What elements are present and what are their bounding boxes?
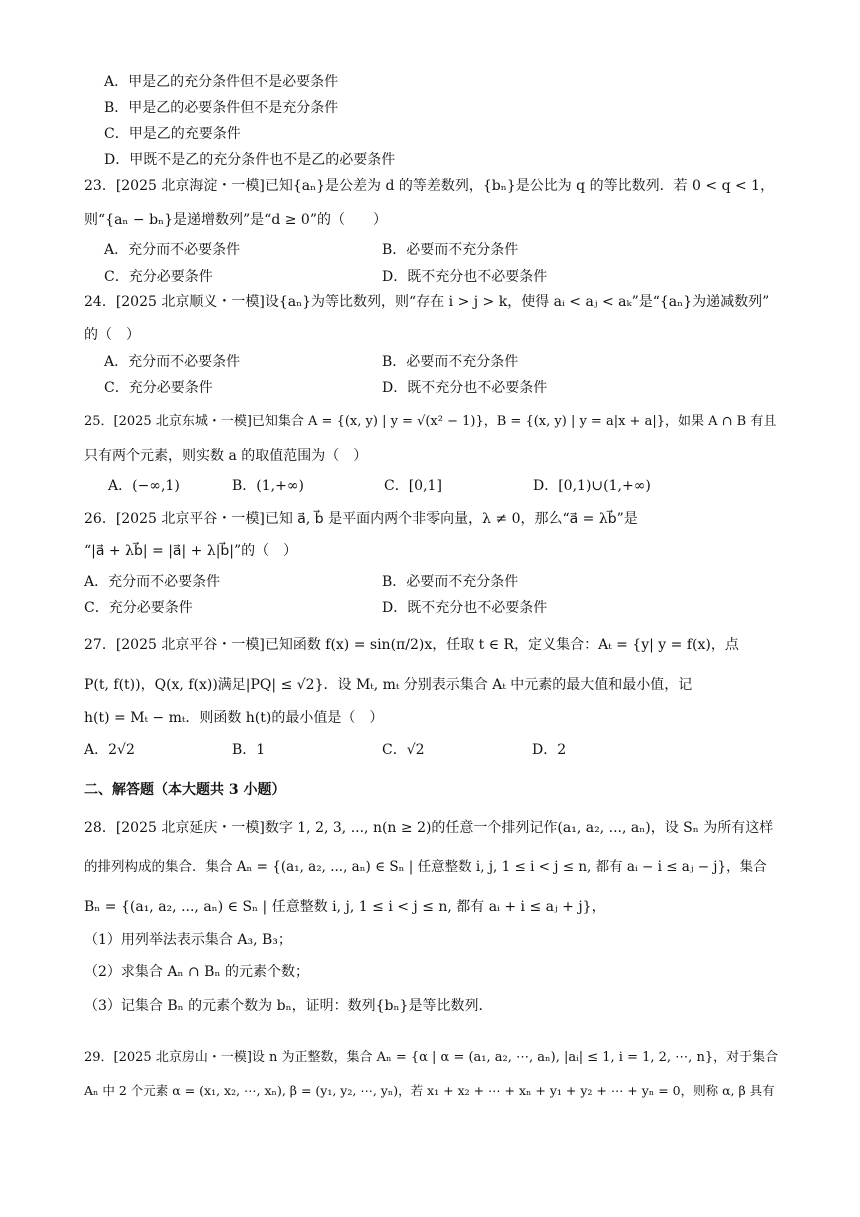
q25-option-c: C．[0,1] xyxy=(384,478,442,494)
q27-option-b: B．1 xyxy=(232,742,266,758)
q27-option-c: C．√2 xyxy=(382,742,425,758)
q24-stem-line1: 24．[2025 北京顺义・一模]设{aₙ}为等比数列，则“存在 i > j > k，使得 aᵢ < aⱼ < aₖ”是“{aₙ}为递减数列” xyxy=(84,294,770,310)
q27-option-a: A．2√2 xyxy=(84,742,135,758)
q25-stem-line2: 只有两个元素，则实数 a 的取值范围为（ ） xyxy=(84,448,368,464)
q28-line2: 的排列构成的集合．集合 Aₙ = {(a₁, a₂, ..., aₙ) ∈ Sₙ | 任意整数 i, j, 1 ≤ i < j ≤ n, 都有 aᵢ − i ≤ aⱼ − j}，集合 xyxy=(84,859,767,875)
q25-option-d: D．[0,1)∪(1,+∞) xyxy=(533,478,651,494)
q28-line4: （1）用列举法表示集合 A₃, B₃； xyxy=(84,932,292,948)
q26-stem-line2: “|a⃗ + λb⃗| = |a⃗| + λ|b⃗|”的（ ） xyxy=(84,543,298,559)
q25-option-b: B．(1,+∞) xyxy=(232,478,304,494)
q23-option-c: C．充分必要条件 xyxy=(104,269,213,285)
q26-option-a: A．充分而不必要条件 xyxy=(84,574,221,590)
q24-option-d: D．既不充分也不必要条件 xyxy=(382,380,548,396)
q22-option-b: B．甲是乙的必要条件但不是充分条件 xyxy=(104,100,339,116)
q27-stem-line2: P(t, f(t))，Q(x, f(x))满足|PQ| ≤ √2}．设 Mₜ, mₜ 分别表示集合 Aₜ 中元素的最大值和最小值，记 xyxy=(84,677,693,693)
q25-stem-line1: 25．[2025 北京东城・一模]已知集合 A = {(x, y) | y = √(x² − 1)}，B = {(x, y) | y = a|x + a|}，如果 A ∩ B 有且 xyxy=(84,414,777,429)
q28-line6: （3）记集合 Bₙ 的元素个数为 bₙ，证明：数列{bₙ}是等比数列． xyxy=(84,998,493,1014)
q23-option-d: D．既不充分也不必要条件 xyxy=(382,269,548,285)
q26-stem-line1: 26．[2025 北京平谷・一模]已知 a⃗, b⃗ 是平面内两个非零向量，λ ≠ 0，那么“a⃗ = λb⃗”是 xyxy=(84,511,638,527)
q29-line2: Aₙ 中 2 个元素 α = (x₁, x₂, ⋯, xₙ), β = (y₁, y₂, ⋯, yₙ)，若 x₁ + x₂ + ⋯ + xₙ + y₁ + y₂ + ⋯ + yₙ = 0，则称 α, β 具有 xyxy=(84,1083,775,1098)
q28-line1: 28．[2025 北京延庆・一模]数字 1, 2, 3, ..., n(n ≥ 2)的任意一个排列记作(a₁, a₂, ..., aₙ)，设 Sₙ 为所有这样 xyxy=(84,820,774,836)
q27-stem-line3: h(t) = Mₜ − mₜ．则函数 h(t)的最小值是（ ） xyxy=(84,710,384,726)
q23-stem-line1: 23．[2025 北京海淀・一模]已知{aₙ}是公差为 d 的等差数列，{bₙ}是公比为 q 的等比数列．若 0 < q < 1， xyxy=(84,178,775,194)
q24-option-c: C．充分必要条件 xyxy=(104,380,213,396)
q23-option-a: A．充分而不必要条件 xyxy=(104,242,241,258)
q23-stem-line2: 则“{aₙ − bₙ}是递增数列”是“d ≥ 0”的（ ） xyxy=(84,212,387,228)
q24-stem-line2: 的（ ） xyxy=(84,327,140,343)
q22-option-a: A．甲是乙的充分条件但不是必要条件 xyxy=(104,74,339,90)
q28-line3: Bₙ = {(a₁, a₂, ..., aₙ) ∈ Sₙ | 任意整数 i, j, 1 ≤ i < j ≤ n, 都有 aᵢ + i ≤ aⱼ + j}， xyxy=(84,899,606,915)
q27-option-d: D．2 xyxy=(532,742,567,758)
q23-option-b: B．必要而不充分条件 xyxy=(382,242,519,258)
section-heading: 二、解答题（本大题共 3 小题） xyxy=(84,782,286,798)
q24-option-b: B．必要而不充分条件 xyxy=(382,354,519,370)
q27-stem-line1: 27．[2025 北京平谷・一模]已知函数 f(x) = sin(π/2)x，任取 t ∈ R，定义集合：Aₜ = {y| y = f(x)，点 xyxy=(84,637,739,653)
q26-option-d: D．既不充分也不必要条件 xyxy=(382,600,548,616)
q25-option-a: A．(−∞,1) xyxy=(108,478,180,494)
q26-option-c: C．充分必要条件 xyxy=(84,600,193,616)
q22-option-d: D．甲既不是乙的充分条件也不是乙的必要条件 xyxy=(104,152,396,168)
q29-line1: 29．[2025 北京房山・一模]设 n 为正整数，集合 Aₙ = {α | α = (a₁, a₂, ⋯, aₙ), |aᵢ| ≤ 1, i = 1, 2, ⋯, n}，对于集合 xyxy=(84,1050,779,1065)
q28-line5: （2）求集合 Aₙ ∩ Bₙ 的元素个数； xyxy=(84,964,309,980)
q24-option-a: A．充分而不必要条件 xyxy=(104,354,241,370)
q22-option-c: C．甲是乙的充要条件 xyxy=(104,126,241,142)
q26-option-b: B．必要而不充分条件 xyxy=(382,574,519,590)
